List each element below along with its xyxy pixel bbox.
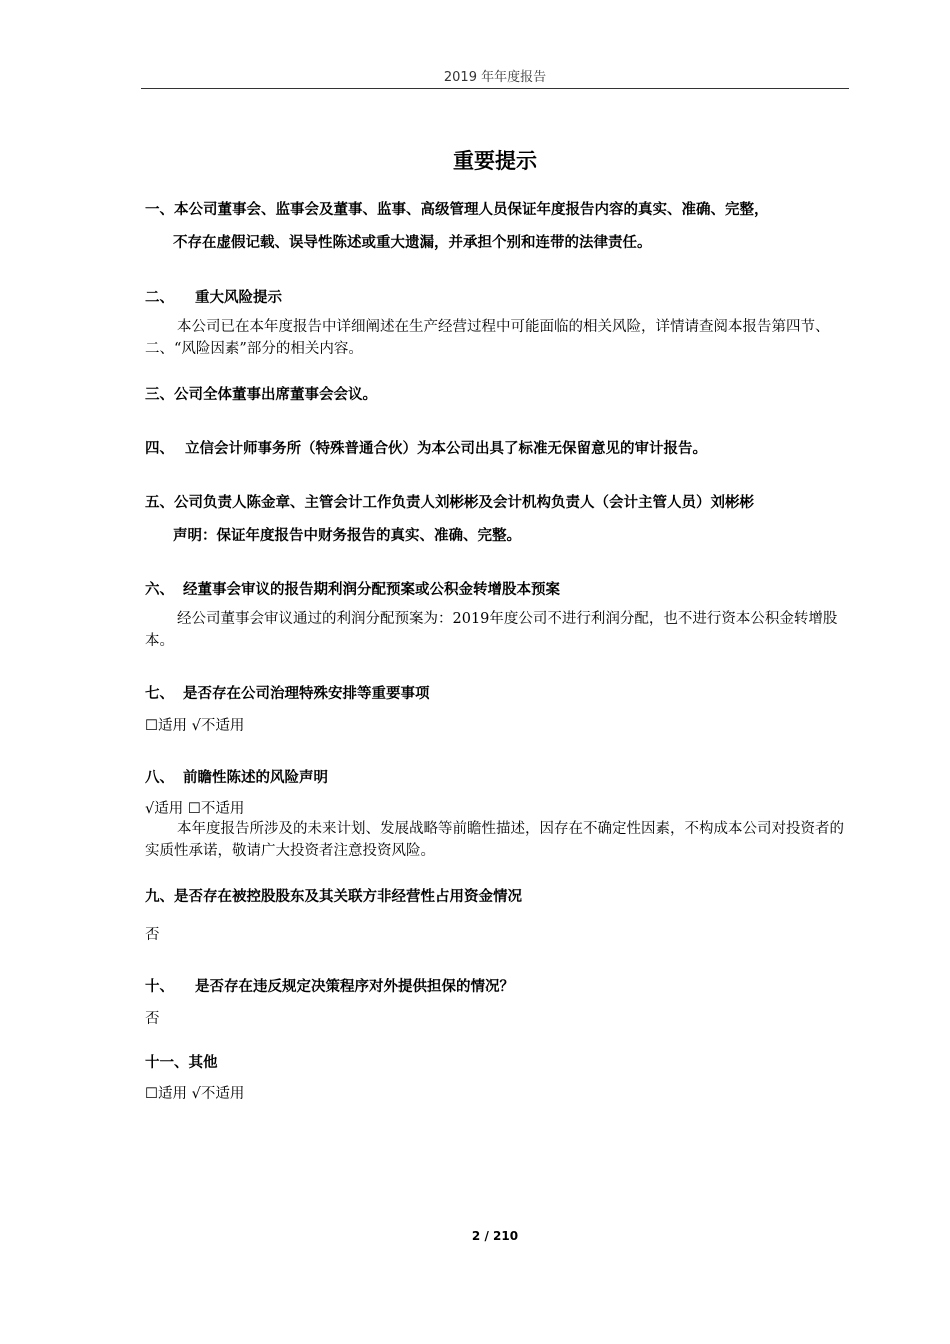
section-11-options: ☐适用 √不适用 xyxy=(145,1086,245,1102)
page-header: 2019 年年度报告 xyxy=(443,70,547,85)
section-4-number: 四、 xyxy=(145,441,174,457)
section-2-number: 二、 xyxy=(145,290,174,306)
section-6-body: 经公司董事会审议通过的利润分配预案为：2019年度公司不进行利润分配，也不进行资本公积金转增股本。 xyxy=(145,611,838,649)
section-11-heading: 十一、其他 xyxy=(145,1055,218,1071)
section-6-number: 六、 xyxy=(145,582,174,598)
section-9-heading: 九、是否存在被控股股东及其关联方非经营性占用资金情况 xyxy=(145,889,522,905)
page-number: 2 / 210 xyxy=(471,1229,519,1243)
section-10-answer: 否 xyxy=(145,1011,160,1027)
section-9-answer: 否 xyxy=(145,927,160,943)
section-7-number: 七、 xyxy=(145,686,174,702)
section-8-options: √适用 ☐不适用 xyxy=(145,801,245,817)
section-8-body: 本年度报告所涉及的未来计划、发展战略等前瞻性描述，因存在不确定性因素，不构成本公司对投资者的实质性承诺，敬请广大投资者注意投资风险。 xyxy=(145,821,844,859)
section-7-title: 是否存在公司治理特殊安排等重要事项 xyxy=(183,686,430,702)
section-5-line-1: 五、公司负责人陈金章、主管会计工作负责人刘彬彬及会计机构负责人（会计主管人员）刘彬彬 xyxy=(145,495,754,511)
header-divider xyxy=(141,88,849,89)
page-title: 重要提示 xyxy=(453,149,537,173)
section-8-heading xyxy=(145,766,328,787)
section-6-heading xyxy=(145,578,560,599)
section-10-number: 十、 xyxy=(145,979,174,995)
section-8-number: 八、 xyxy=(145,770,174,786)
section-4-title: 立信会计师事务所（特殊普通合伙）为本公司出具了标准无保留意见的审计报告。 xyxy=(185,441,707,457)
section-6-title: 经董事会审议的报告期利润分配预案或公积金转增股本预案 xyxy=(183,582,560,598)
section-1-line-2: 不存在虚假记载、误导性陈述或重大遗漏，并承担个别和连带的法律责任。 xyxy=(173,235,652,251)
section-4-heading xyxy=(145,437,707,458)
section-2-heading xyxy=(145,286,282,307)
section-7-heading xyxy=(145,682,430,703)
section-5-line-2: 声明：保证年度报告中财务报告的真实、准确、完整。 xyxy=(173,528,521,544)
section-2-title: 重大风险提示 xyxy=(195,290,282,306)
section-1-line-1: 一、本公司董事会、监事会及董事、监事、高级管理人员保证年度报告内容的真实、准确、完整， xyxy=(145,202,769,218)
section-8-title: 前瞻性陈述的风险声明 xyxy=(183,770,328,786)
section-10-heading xyxy=(145,975,514,996)
section-10-title: 是否存在违反规定决策程序对外提供担保的情况？ xyxy=(195,979,514,995)
section-2-body: 本公司已在本年度报告中详细阐述在生产经营过程中可能面临的相关风险，详情请查阅本报告第四节、二、“风险因素”部分的相关内容。 xyxy=(145,319,830,357)
section-7-options: ☐适用 √不适用 xyxy=(145,718,245,734)
section-3-heading: 三、公司全体董事出席董事会会议。 xyxy=(145,387,377,403)
